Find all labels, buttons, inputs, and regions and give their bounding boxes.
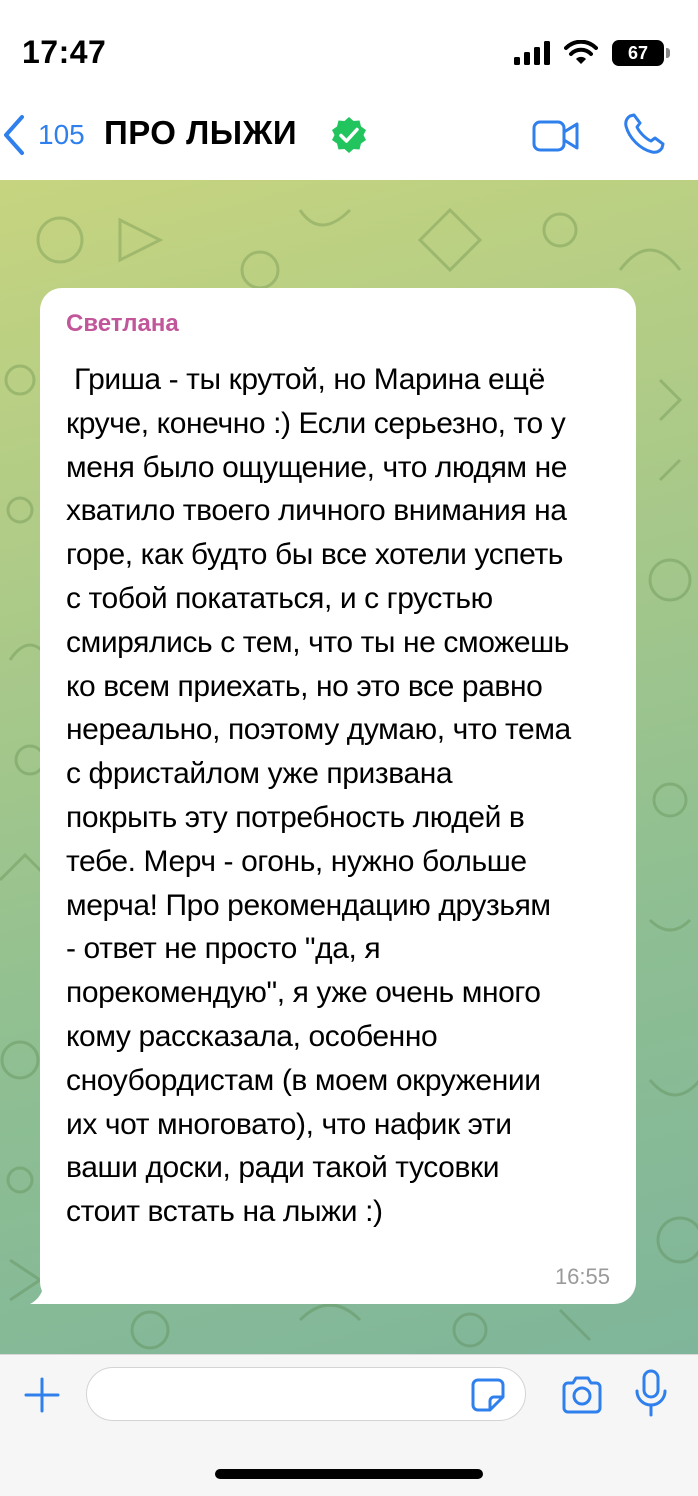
status-bar (0, 0, 698, 96)
verified-badge-icon (330, 116, 368, 154)
chat-title[interactable]: ПРО ЛЫЖИ (104, 114, 298, 151)
battery-level: 67 (627, 42, 649, 63)
message-sender[interactable]: Светлана (66, 310, 179, 337)
wifi-icon (564, 40, 598, 66)
sticker-icon[interactable] (470, 1377, 506, 1413)
message-input[interactable] (86, 1367, 526, 1421)
battery-tip (666, 48, 670, 58)
message-bubble[interactable] (40, 288, 636, 1304)
unread-count: 105 (38, 119, 85, 150)
chat-area[interactable] (0, 180, 698, 1354)
status-icons (514, 40, 664, 66)
plus-icon[interactable] (22, 1375, 62, 1415)
back-button[interactable] (0, 110, 85, 160)
signal-icon (514, 41, 550, 65)
video-call-icon[interactable] (532, 118, 580, 154)
status-time: 17:47 (22, 34, 107, 70)
phone-call-icon[interactable] (622, 112, 666, 156)
battery-icon (612, 40, 664, 66)
microphone-icon[interactable] (634, 1369, 668, 1419)
message-time: 16:55 (554, 1264, 610, 1289)
message-text: Гриша - ты крутой, но Марина ещё круче, конечно :) Если серьезно, то у меня было ощущение, что людям не хватило твоего личного внимания на горе, как будто бы все хотели успеть с тобой покататься, и с грустью смирялись с тем, что ты не сможешь ко всем приехать, но это все равно нереально, поэтому думаю, что тема с фристайлом уже призвана покрыть эту потребность людей в тебе. Мерч - огонь, нужно больше мерча! Про рекомендацию друзьям - ответ не просто "да, я порекомендую", я уже очень много кому рассказала, особенно сноубордистам (в моем окружении их чот многовато), что нафик эти ваши доски, ради такой тусовки стоит встать на лыжи :) (66, 363, 571, 1229)
camera-icon[interactable] (560, 1375, 604, 1415)
home-indicator[interactable] (215, 1469, 483, 1479)
chevron-left-icon (2, 113, 26, 157)
chat-header (0, 96, 698, 180)
